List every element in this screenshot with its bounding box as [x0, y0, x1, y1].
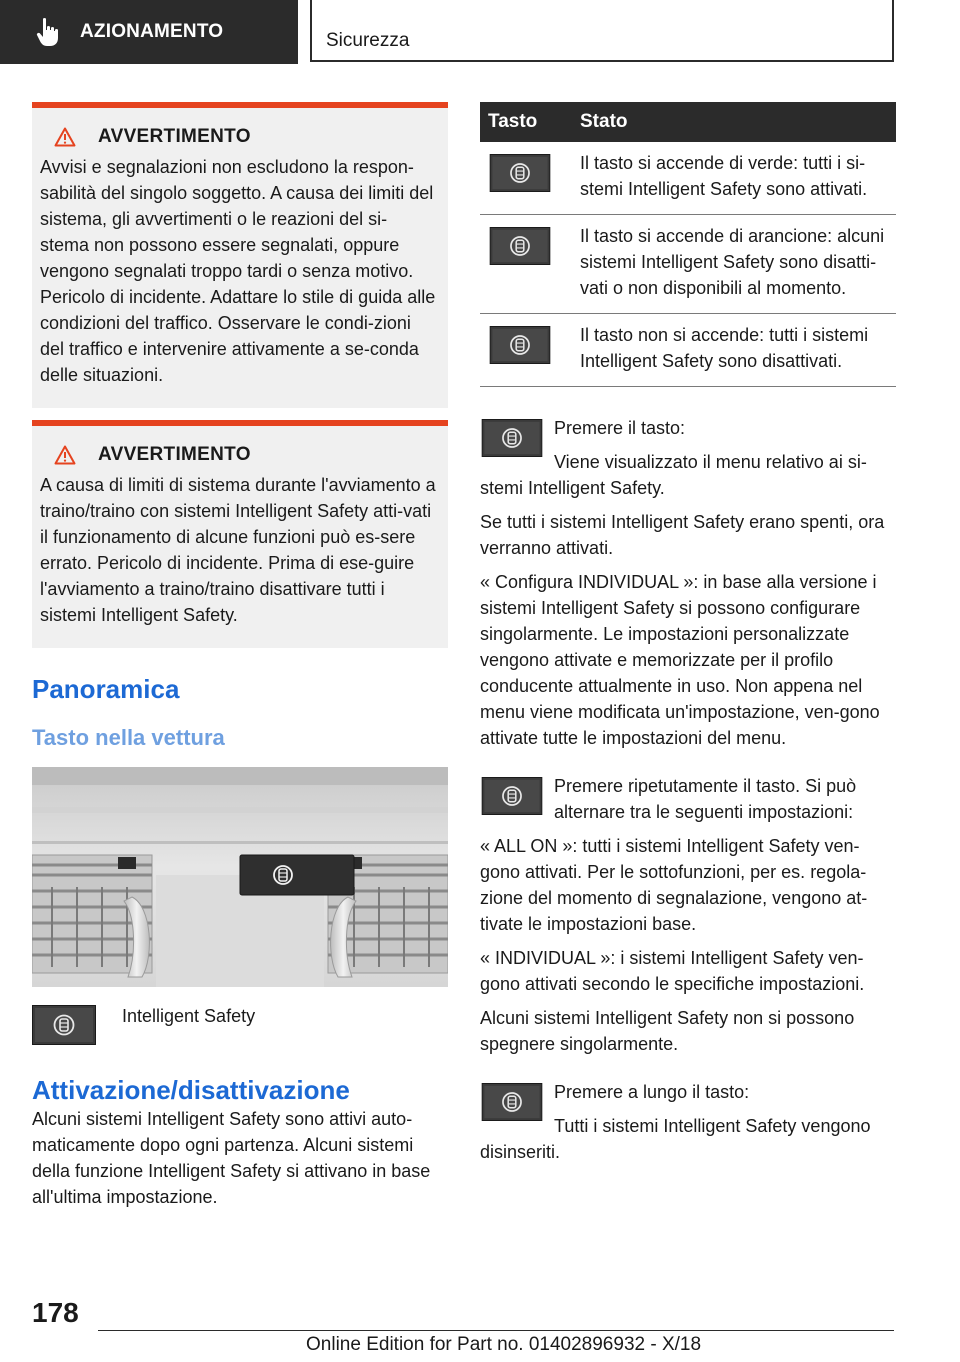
heading-attivazione: Attivazione/disattivazione [32, 1075, 350, 1105]
chapter-label: Sicurezza [326, 30, 410, 51]
intelligent-safety-button-icon [32, 1003, 96, 1047]
car-dashboard-photo [32, 767, 448, 987]
table-row [480, 215, 896, 314]
warning-header [54, 444, 436, 466]
instruction-line: Premere il tasto: [554, 418, 686, 438]
intelligent-safety-button-icon [480, 419, 544, 457]
warning-title: AVVERTIMENTO [98, 126, 251, 147]
attivazione-text: Alcuni sistemi Intelligent Safety sono attivi auto-maticamente dopo ogni partenza. Alcuni sistemi della funzione Intelligent Safety si attivano in base all'ultima impostazione. [32, 1109, 431, 1207]
table-row [480, 314, 896, 387]
table-header-stato: Stato [568, 102, 896, 142]
intelligent-safety-button-icon [480, 777, 544, 815]
paragraph: « ALL ON »: tutti i sistemi Intelligent Safety ven-gono attivati. Per le sottofunzioni, per es. regola-zione del momento di segnalazione, vengono at-tivate le impostazioni base. [480, 836, 868, 934]
table-header-tasto: Tasto [480, 102, 568, 142]
status-table [480, 102, 896, 387]
instruction-press-repeatedly [480, 773, 896, 833]
intelligent-safety-button-icon [480, 1083, 544, 1121]
paragraph: « INDIVIDUAL »: i sistemi Intelligent Safety ven-gono attivati secondo le specifiche impostazioni. [480, 948, 865, 994]
edition-text: Online Edition for Part no. 01402896932 - X/18 [306, 1334, 702, 1355]
warning-header [54, 126, 436, 148]
page-number: 178 [32, 1297, 79, 1328]
instruction-line: Premere ripetutamente il tasto. Si può alternare tra le seguenti impostazioni: [554, 776, 857, 822]
instruction-line: Premere a lungo il tasto: [554, 1082, 750, 1102]
warning-triangle-icon [54, 127, 76, 147]
table-cell-stato: Il tasto si accende di verde: tutti i si-stemi Intelligent Safety sono attivati. [568, 142, 896, 215]
instruction-line: Tutti i sistemi Intelligent Safety vengono disinseriti. [480, 1116, 871, 1162]
intelligent-safety-button-icon [488, 227, 552, 265]
table-row [480, 142, 896, 215]
instruction-line: Viene visualizzato il menu relativo ai si-stemi Intelligent Safety. [480, 452, 867, 498]
heading-tasto-nella-vettura: Tasto nella vettura [32, 725, 225, 750]
paragraph: « Configura INDIVIDUAL »: in base alla versione i sistemi Intelligent Safety si possono configurare singolarmente. Le impostazioni personalizzate vengono attivate e memorizzate per il profilo conducente attualmente in uso. Non appena nel menu viene modificata un'impostazione, ven-gono attivate tutte le impostazioni del menu. [480, 572, 880, 748]
intelligent-safety-button-icon [488, 154, 552, 192]
table-cell-stato: Il tasto non si accende: tutti i sistemi Intelligent Safety sono disattivati. [568, 314, 896, 387]
section-label: AZIONAMENTO [80, 21, 224, 42]
chapter-tab [310, 0, 894, 62]
table-cell-tasto [480, 215, 568, 314]
intelligent-safety-button-icon [488, 326, 552, 364]
warning-title: AVVERTIMENTO [98, 444, 251, 465]
footer-divider [98, 1330, 894, 1331]
table-cell-tasto [480, 142, 568, 215]
instruction-head [554, 773, 896, 833]
heading-panoramica: Panoramica [32, 674, 180, 704]
paragraph: Se tutti i sistemi Intelligent Safety erano spenti, ora verranno attivati. [480, 512, 885, 558]
table-cell-tasto [480, 314, 568, 387]
table-cell-stato: Il tasto si accende di arancione: alcuni sistemi Intelligent Safety sono disatti-vati o non disponibili al momento. [568, 215, 896, 314]
intelligent-safety-key-legend [32, 1003, 448, 1047]
warning-box-1 [32, 102, 448, 408]
right-column [480, 102, 896, 1173]
warning-box-2 [32, 420, 448, 648]
warning-triangle-icon [54, 445, 76, 465]
section-tab [0, 0, 298, 64]
left-column [32, 102, 448, 1210]
page-header [0, 0, 960, 66]
paragraph: Alcuni sistemi Intelligent Safety non si possono spegnere singolarmente. [480, 1008, 855, 1054]
warning-text: Avvisi e segnalazioni non escludono la respon-sabilità del singolo soggetto. A causa dei limiti del sistema, gli avvertimenti o le reazioni del si-stema non possono essere segnalati, oppure vengono segnalati troppo tardi o senza motivo. Pericolo di incidente. Adattare lo stile di guida alle condizioni del traffico. Osservare le condi-zioni del traffico e intervenire attivamente a se-conda delle situazioni. [40, 157, 436, 385]
hand-pointer-icon [36, 17, 60, 47]
warning-text: A causa di limiti di sistema durante l'avviamento a traino/traino con sistemi Intelligent Safety atti-vati il funzionamento di alcune funzioni può es-sere errato. Pericolo di incidente. Prima di ese-guire l'avviamento a traino/traino disattivare tutti i sistemi Intelligent Safety. [40, 475, 436, 625]
button-caption: Intelligent Safety [122, 1006, 256, 1026]
